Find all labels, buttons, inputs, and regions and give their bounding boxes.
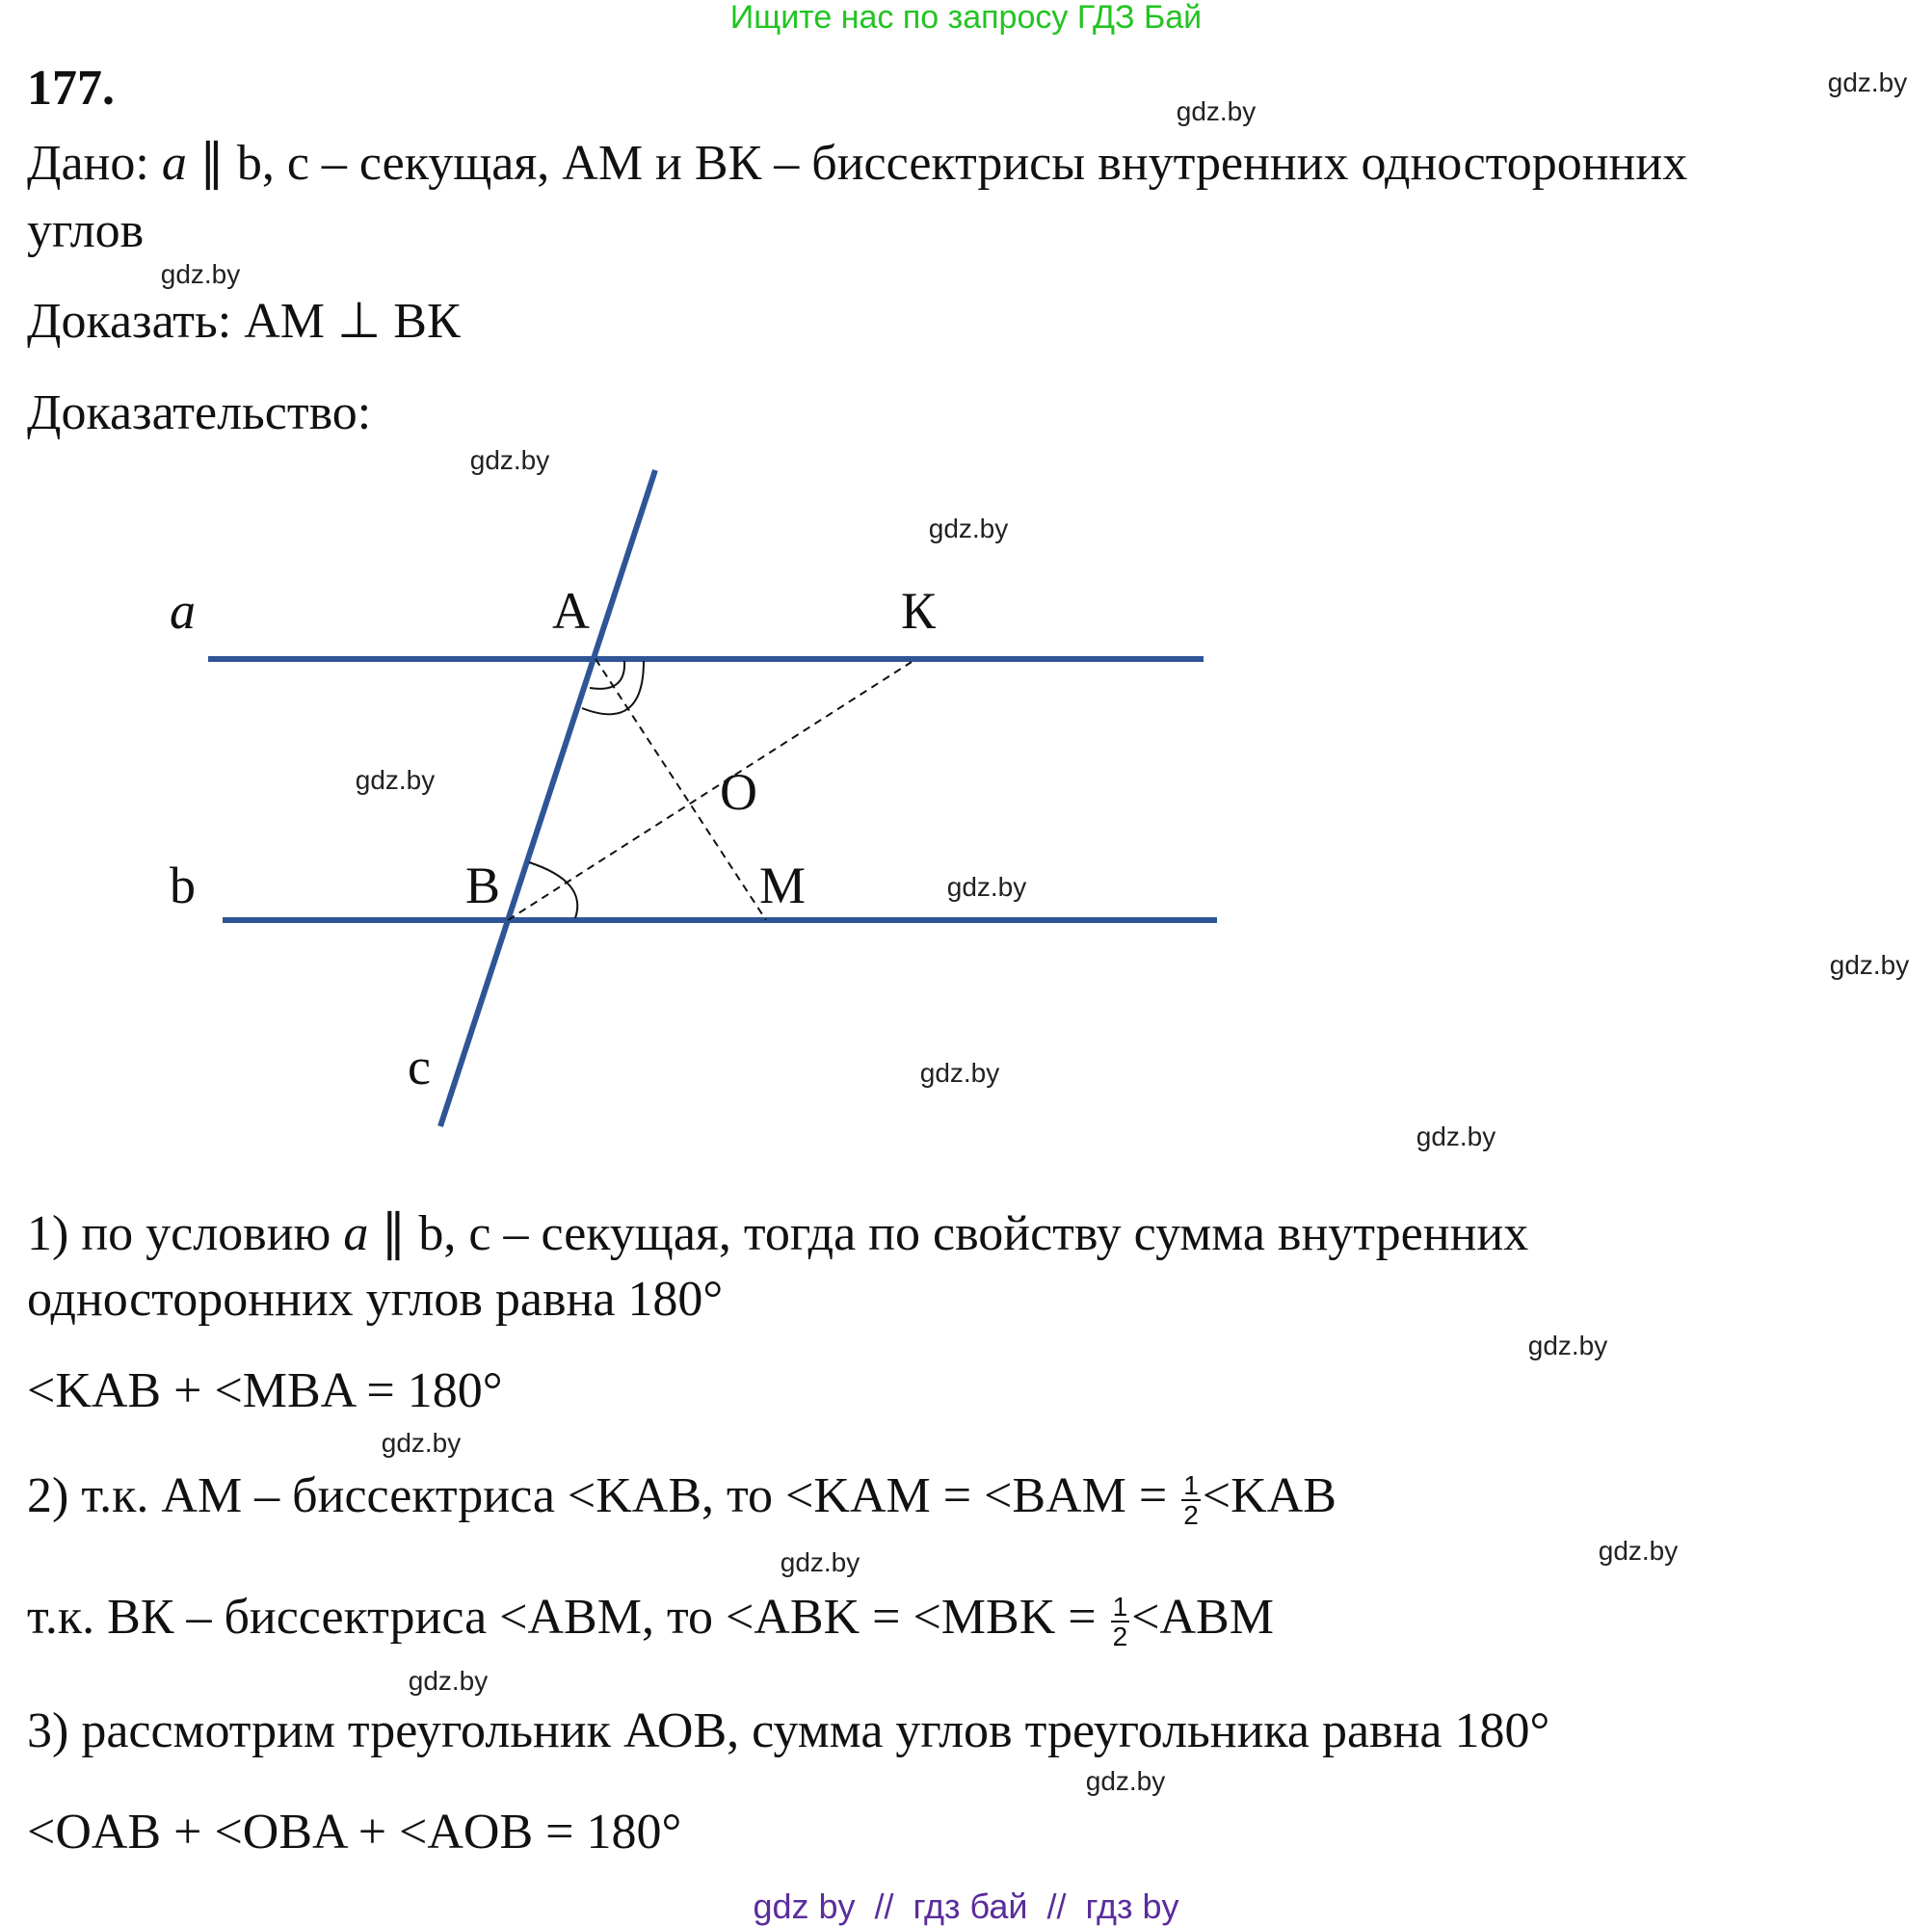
watermark: gdz.by [780, 1547, 860, 1577]
label-O: O [720, 763, 757, 821]
step-2b-text: т.к. ВК – биссектриса <ABM, то <ABK = <MBK = [27, 1590, 1109, 1645]
watermark: gdz.by [381, 1428, 462, 1458]
equation-3: <OAB + <OBA + <AOB = 180° [27, 1805, 682, 1860]
fraction-numerator: 1 [1112, 1592, 1128, 1623]
fraction-half [1181, 1471, 1201, 1529]
problem-number: 177. [27, 61, 115, 116]
search-hint-banner: Ищите нас по запросу ГДЗ Бай [729, 0, 1203, 36]
label-a: a [170, 582, 196, 640]
step-2b-tail: <ABM [1131, 1590, 1274, 1645]
watermark: gdz.by [408, 1666, 489, 1696]
watermark: gdz.by [1416, 1121, 1496, 1151]
watermark: gdz.by [1598, 1536, 1679, 1566]
label-c: c [408, 1038, 431, 1095]
watermark: gdz.by [1085, 1766, 1166, 1796]
watermark: gdz.by [946, 872, 1027, 902]
fraction-denominator: 2 [1112, 1622, 1128, 1652]
step-2 [27, 1467, 1337, 1529]
footer-links: gdz by // гдз бай // гдз by [753, 1886, 1179, 1926]
watermark: gdz.by [919, 1058, 1000, 1088]
prove-line: Доказать: АМ ⊥ ВК [27, 294, 461, 349]
step-1-prefix: 1) по условию [27, 1206, 344, 1261]
label-B: B [465, 857, 501, 914]
step-1 [27, 1205, 1528, 1263]
step-1-rest: ∥ b, c – секущая, тогда по свойству сумма внутренних [368, 1206, 1529, 1261]
watermark: gdz.by [928, 514, 1009, 543]
label-K: К [901, 582, 937, 640]
fraction-denominator: 2 [1183, 1500, 1199, 1531]
given-a: a [161, 136, 187, 191]
step-1-continuation: односторонних углов равна 180° [27, 1272, 724, 1327]
step-2-text: 2) т.к. АМ – биссектриса <KAB, то <KAM = <BAM = [27, 1468, 1180, 1523]
line-c [440, 470, 655, 1126]
fraction-numerator: 1 [1183, 1470, 1199, 1501]
watermark: gdz.by [355, 765, 436, 795]
watermark: gdz.by [160, 259, 241, 289]
watermark: gdz.by [1527, 1331, 1608, 1360]
given-rest: ∥ b, c – секущая, АМ и ВК – биссектрисы внутренних односторонних [186, 136, 1688, 191]
label-b: b [170, 857, 196, 914]
label-M: M [759, 857, 807, 914]
label-A: A [552, 582, 590, 640]
step-2-tail: <KAB [1202, 1468, 1337, 1523]
equation-1: <KAB + <MBA = 180° [27, 1363, 503, 1418]
watermark: gdz.by [1829, 950, 1910, 980]
watermark: gdz.by [469, 445, 550, 475]
step-3: 3) рассмотрим треугольник АОВ, сумма углов треугольника равна 180° [27, 1703, 1550, 1758]
proof-label: Доказательство: [27, 385, 372, 440]
step-2b [27, 1589, 1274, 1650]
fraction-half [1111, 1593, 1130, 1650]
watermark: gdz.by [1176, 96, 1257, 126]
angle-arc-a-inner [590, 661, 624, 689]
step-1-a: a [343, 1206, 369, 1261]
watermark: gdz.by [1827, 67, 1908, 97]
given-continuation: углов [27, 203, 145, 258]
bisector-bk [508, 662, 912, 920]
given-prefix: Дано: [27, 136, 162, 191]
